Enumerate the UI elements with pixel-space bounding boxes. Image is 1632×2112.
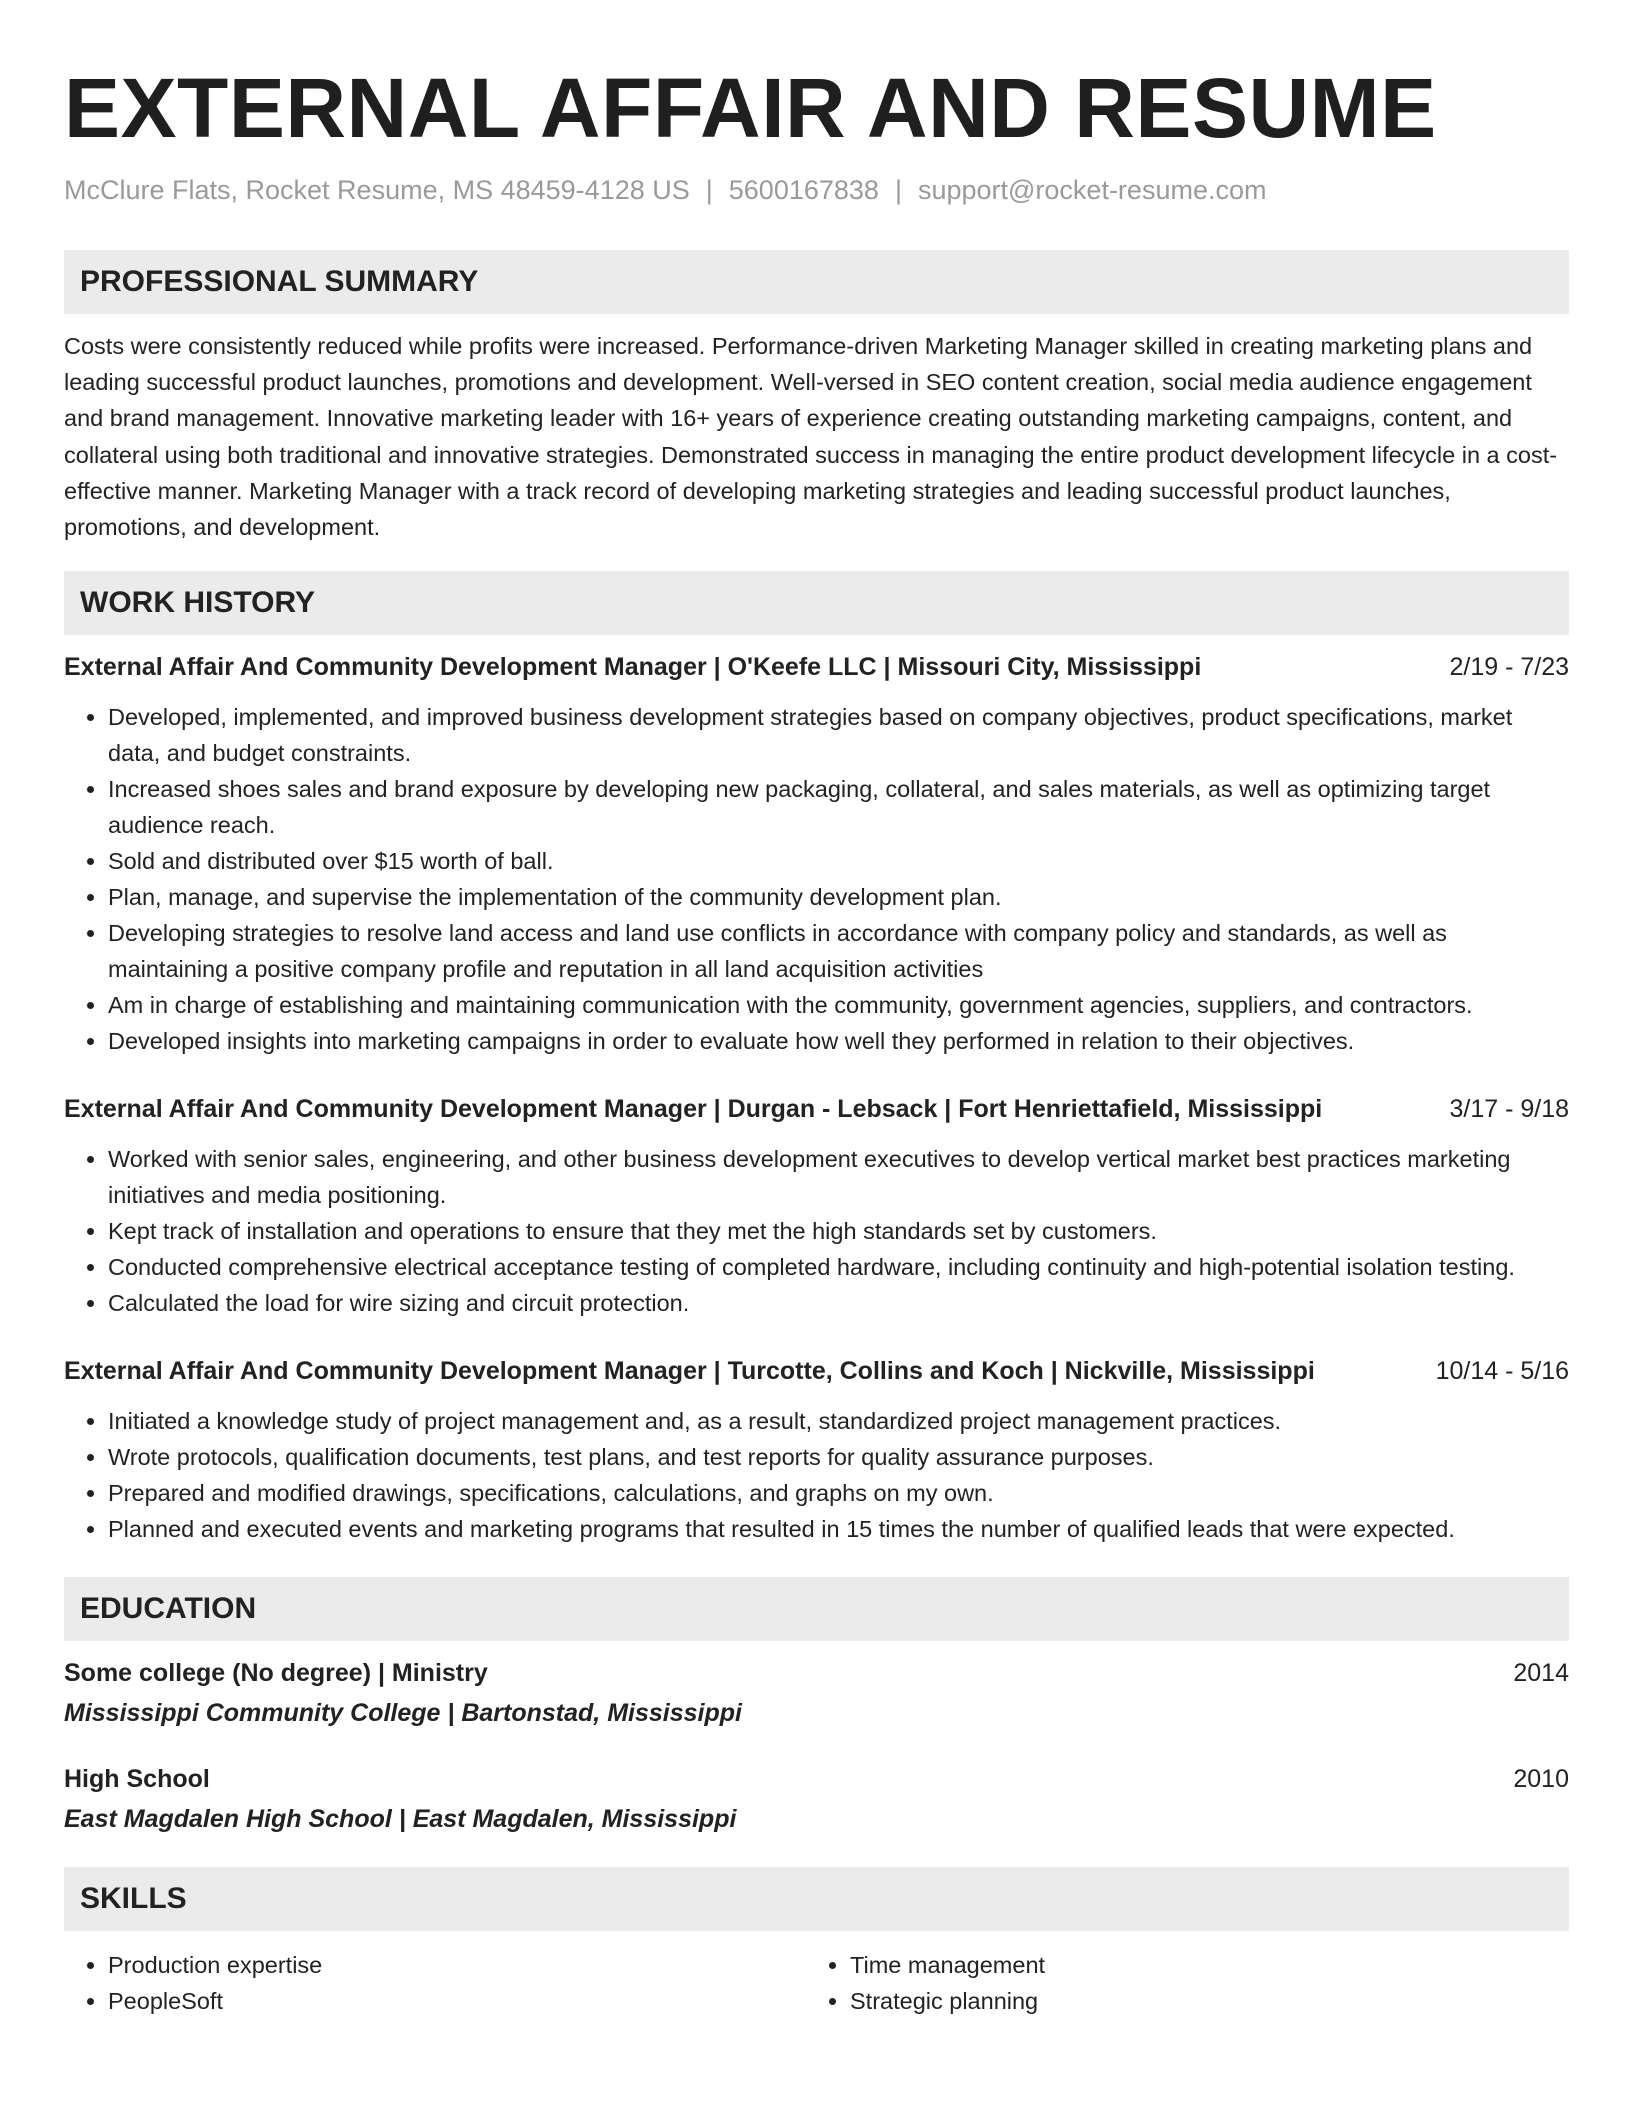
contact-separator: | xyxy=(894,175,902,205)
section-heading-education: EDUCATION xyxy=(64,1577,1569,1641)
contact-phone: 5600167838 xyxy=(728,175,879,205)
education-degree-row xyxy=(64,1761,1569,1797)
resume-name: EXTERNAL AFFAIR AND RESUME xyxy=(64,61,1437,155)
job-bullet: • Kept track of installation and operations to ensure that they met the high standards set by customers. xyxy=(108,1213,1569,1249)
section-heading-work-history: WORK HISTORY xyxy=(64,571,1569,635)
job-bullet: • Developed insights into marketing campaigns in order to evaluate how well they performed in relation to their objectives. xyxy=(108,1023,1569,1059)
job-dates: 2/19 - 7/23 xyxy=(1449,653,1569,682)
job-title-row xyxy=(64,1091,1569,1127)
job-bullet: • Calculated the load for wire sizing and circuit protection. xyxy=(108,1285,1569,1321)
education-school: East Magdalen High School | East Magdalen, Mississippi xyxy=(64,1805,737,1834)
job-bullet: • Planned and executed events and marketing programs that resulted in 15 times the number of qualified leads that were expected. xyxy=(108,1511,1569,1547)
job-bullet: • Wrote protocols, qualification documents, test plans, and test reports for quality assurance purposes. xyxy=(108,1439,1569,1475)
skill-item: • PeopleSoft xyxy=(108,1983,806,2019)
job-bullet: • Initiated a knowledge study of project management and, as a result, standardized project management practices. xyxy=(108,1403,1569,1439)
education-school: Mississippi Community College | Bartonstad, Mississippi xyxy=(64,1699,742,1728)
job-bullet: • Prepared and modified drawings, specifications, calculations, and graphs on my own. xyxy=(108,1475,1569,1511)
job-bullets xyxy=(64,1141,1569,1321)
skills-list-left xyxy=(64,1947,806,2019)
education-degree: High School xyxy=(64,1765,210,1794)
job-dates: 10/14 - 5/16 xyxy=(1435,1357,1569,1386)
job-bullet: • Worked with senior sales, engineering, and other business development executives to develop vertical market best practices marketing initiatives and media positioning. xyxy=(108,1141,1569,1213)
job-bullet: • Sold and distributed over $15 worth of ball. xyxy=(108,843,1569,879)
skills-columns xyxy=(64,1931,1569,2019)
job-bullet: • Am in charge of establishing and maintaining communication with the community, government agencies, suppliers, and contractors. xyxy=(108,987,1569,1023)
job-bullets xyxy=(64,699,1569,1059)
education-year: 2014 xyxy=(1513,1659,1569,1688)
job-bullet: • Increased shoes sales and brand exposure by developing new packaging, collateral, and sales materials, as well as optimizing target audience reach. xyxy=(108,771,1569,843)
skill-item: • Production expertise xyxy=(108,1947,806,1983)
skills-list-right xyxy=(806,1947,1548,2019)
skill-item: • Time management xyxy=(850,1947,1548,1983)
job-bullets xyxy=(64,1403,1569,1547)
education-degree-row xyxy=(64,1655,1569,1691)
job-entry xyxy=(64,1353,1569,1547)
education-entry xyxy=(64,1655,1569,1731)
contact-separator: | xyxy=(705,175,713,205)
job-bullet: • Plan, manage, and supervise the implementation of the community development plan. xyxy=(108,879,1569,915)
job-bullet: • Developing strategies to resolve land access and land use conflicts in accordance with company policy and standards, as well as maintaining a positive company profile and reputation in all land acquisition activities xyxy=(108,915,1569,987)
contact-line xyxy=(64,170,1569,210)
education-degree: Some college (No degree) | Ministry xyxy=(64,1659,488,1688)
job-title-row xyxy=(64,1353,1569,1389)
job-entry xyxy=(64,649,1569,1059)
section-heading-summary: PROFESSIONAL SUMMARY xyxy=(64,250,1569,314)
job-dates: 3/17 - 9/18 xyxy=(1449,1095,1569,1124)
job-bullet: • Developed, implemented, and improved business development strategies based on company objectives, product specifications, market data, and budget constraints. xyxy=(108,699,1569,771)
job-bullet: • Conducted comprehensive electrical acceptance testing of completed hardware, including continuity and high-potential isolation testing. xyxy=(108,1249,1569,1285)
section-heading-skills: SKILLS xyxy=(64,1867,1569,1931)
contact-email: support@rocket-resume.com xyxy=(917,175,1267,205)
education-entry xyxy=(64,1761,1569,1837)
education-year: 2010 xyxy=(1513,1765,1569,1794)
job-title: External Affair And Community Development Manager | O'Keefe LLC | Missouri City, Mississippi xyxy=(64,653,1202,682)
summary-text: Costs were consistently reduced while profits were increased. Performance-driven Marketing Manager skilled in creating marketing plans and leading successful product launches, promotions and development. Well-versed in SEO content creation, social media audience engagement and brand management. Innovative marketing leader with 16+ years of experience creating outstanding marketing campaigns, content, and collateral using both traditional and innovative strategies. Demonstrated success in managing the entire product development lifecycle in a cost-effective manner. Marketing Manager with a track record of developing marketing strategies and leading successful product launches, promotions, and development. xyxy=(64,333,1558,541)
job-title: External Affair And Community Development Manager | Turcotte, Collins and Koch | Nickville, Mississippi xyxy=(64,1357,1315,1386)
job-title-row xyxy=(64,649,1569,685)
job-title: External Affair And Community Development Manager | Durgan - Lebsack | Fort Henriettafield, Mississippi xyxy=(64,1095,1323,1124)
job-entry xyxy=(64,1091,1569,1321)
contact-address: McClure Flats, Rocket Resume, MS 48459-4128 US xyxy=(64,175,690,205)
skill-item: • Strategic planning xyxy=(850,1983,1548,2019)
